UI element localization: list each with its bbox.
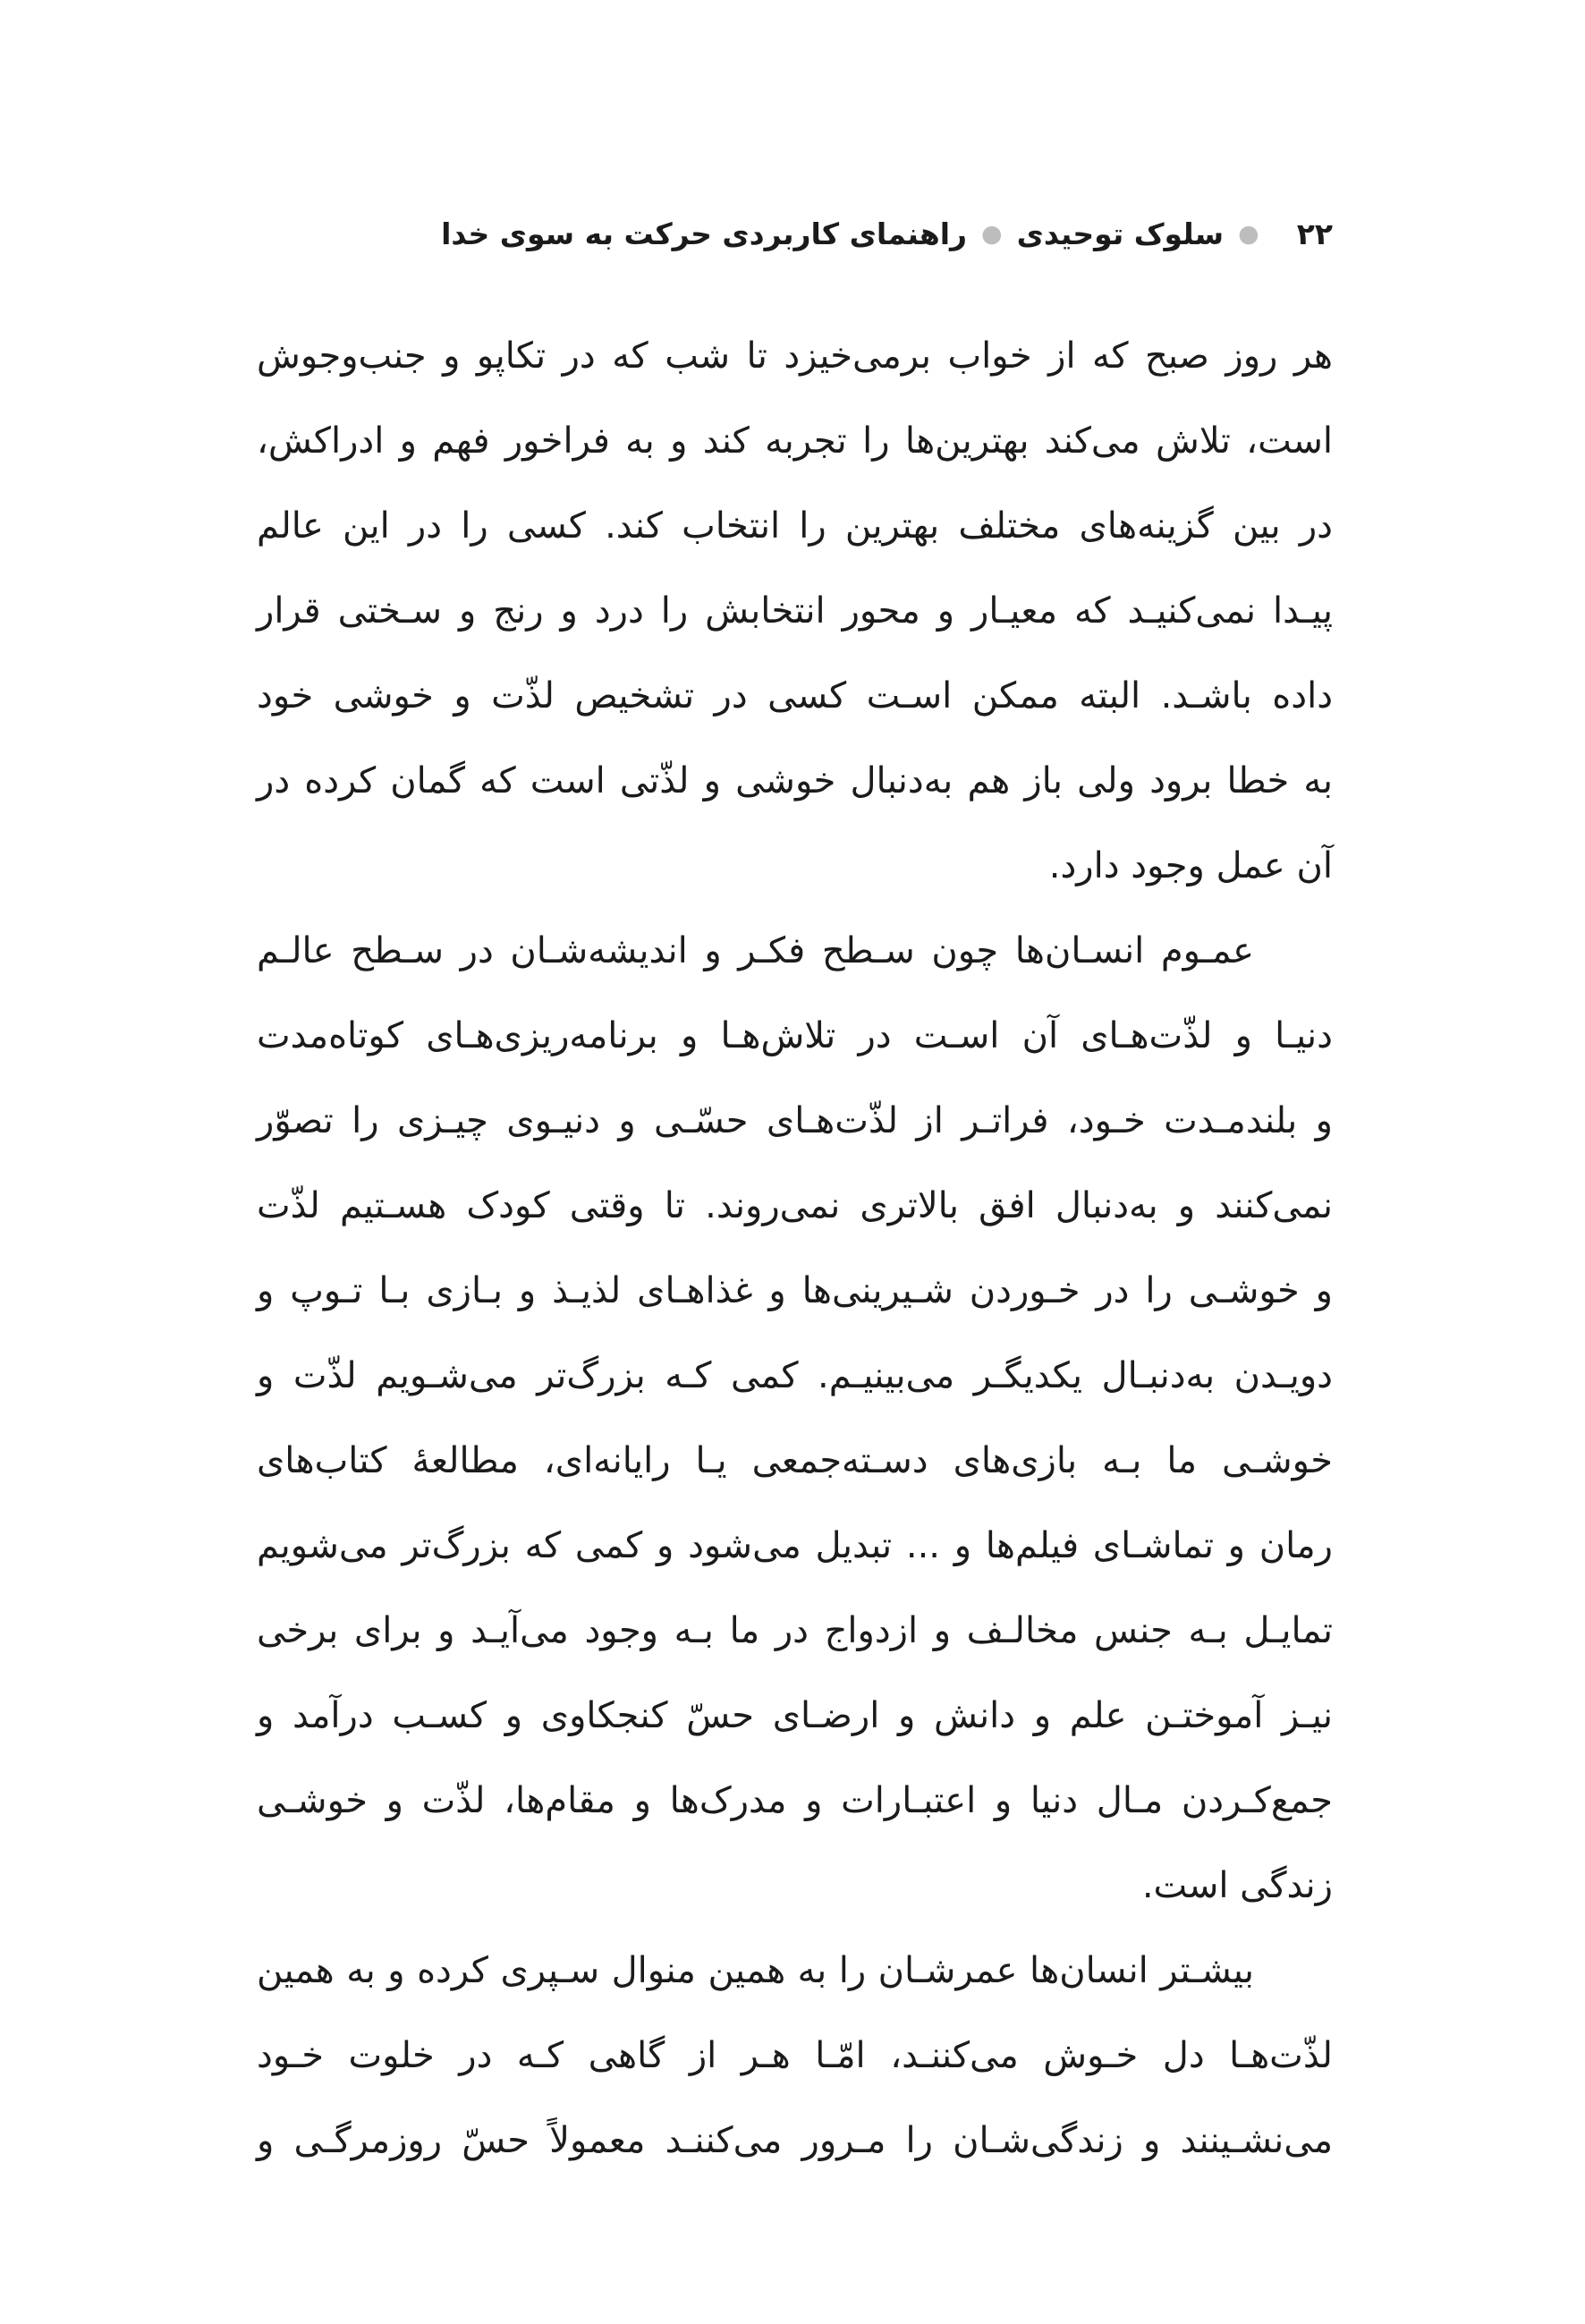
body-line: لذّت‌هـا دل خـوش می‌کننـد، امّـا هـر از گاهی کـه در خلوت خـود (257, 2035, 1333, 2076)
page-header (252, 216, 1333, 251)
header-bullet-icon: ● (1238, 220, 1259, 248)
body-line: است، تلاش می‌کند بهترین‌ها را تجربه کند و به فراخور فهم و ادراکش، (257, 420, 1333, 462)
body-line: نمی‌کنند و به‌دنبال افق بالاتری نمی‌روند. تا وقتی کودک هسـتیم لذّت (257, 1185, 1333, 1226)
body-line: تمایـل بـه جنس مخالـف و ازدواج در ما بـه وجود می‌آیـد و برای برخی (257, 1610, 1333, 1651)
body-line: و خوشـی را در خـوردن شـیرینی‌ها و غذاهـای لذیـذ و بـازی بـا تـوپ و (257, 1270, 1333, 1311)
paragraph (257, 1929, 1333, 2184)
book-title: سلوک توحیدی (1016, 216, 1225, 251)
body-line: خوشـی ما بـه بازی‌های دسـته‌جمعی یـا رایانه‌ای، مطالعهٔ کتاب‌های (257, 1440, 1333, 1481)
header-bullet-icon: ● (981, 220, 1003, 248)
body-line: هر روز صبح که از خواب برمی‌خیزد تا شب که در تکاپو و جنب‌وجوش (257, 335, 1333, 377)
body-line: در بین گزینه‌های مختلف بهترین را انتخاب کند. کسی را در این عالم (257, 505, 1333, 547)
book-subtitle: راهنمای کاربردی حرکت به سوی خدا (441, 216, 968, 251)
body-line: پیـدا نمی‌کنیـد که معیـار و محور انتخابش را درد و رنج و سـختی قرار (257, 590, 1333, 632)
body-line: به خطا برود ولی باز هم به‌دنبال خوشی و لذّتی است که گمان کرده در (257, 760, 1333, 802)
body-line: نیـز آموختـن علم و دانش و ارضـای حسّ کنجکاوی و کسـب درآمد و (257, 1695, 1333, 1736)
body-line: آن عمل وجود دارد. (1048, 845, 1333, 886)
body-line: دویـدن به‌دنبـال یکدیگـر می‌بینیـم. کمی کـه بزرگ‌تر می‌شـویم لذّت و (257, 1355, 1333, 1396)
body-line: می‌نشـینند و زندگی‌شـان را مـرور می‌کننـد معمولاً حسّ روزمرگـی و (257, 2120, 1333, 2161)
page-number: ۲۲ (1296, 216, 1333, 251)
paragraph (257, 909, 1333, 1929)
body-line: زندگی است. (1141, 1865, 1333, 1906)
body-line: عمـوم انسـان‌ها چون سـطح فکـر و اندیشه‌شـان در سـطح عالـم (257, 930, 1254, 971)
page-body (257, 314, 1333, 2184)
body-line: رمان و تماشـای فیلم‌ها و ... تبدیل می‌شود و کمی که بزرگ‌تر می‌شویم (257, 1525, 1333, 1566)
body-line: دنیـا و لذّت‌هـای آن اسـت در تلاش‌هـا و برنامه‌ریزی‌هـای کوتاه‌مدت (257, 1015, 1333, 1056)
body-line: داده باشـد. البته ممکن اسـت کسی در تشخیص لذّت و خوشی خود (257, 675, 1333, 717)
paragraph (257, 314, 1333, 909)
body-line: بیشـتر انسان‌ها عمرشـان را به همین منوال سـپری کرده و به همین (257, 1950, 1254, 1991)
body-line: جمع‌کـردن مـال دنیا و اعتبـارات و مدرک‌ها و مقام‌ها، لذّت و خوشـی (257, 1780, 1333, 1821)
body-line: و بلندمـدت خـود، فراتـر از لذّت‌هـای حسّـی و دنیـوی چیـزی را تصوّر (257, 1100, 1333, 1141)
